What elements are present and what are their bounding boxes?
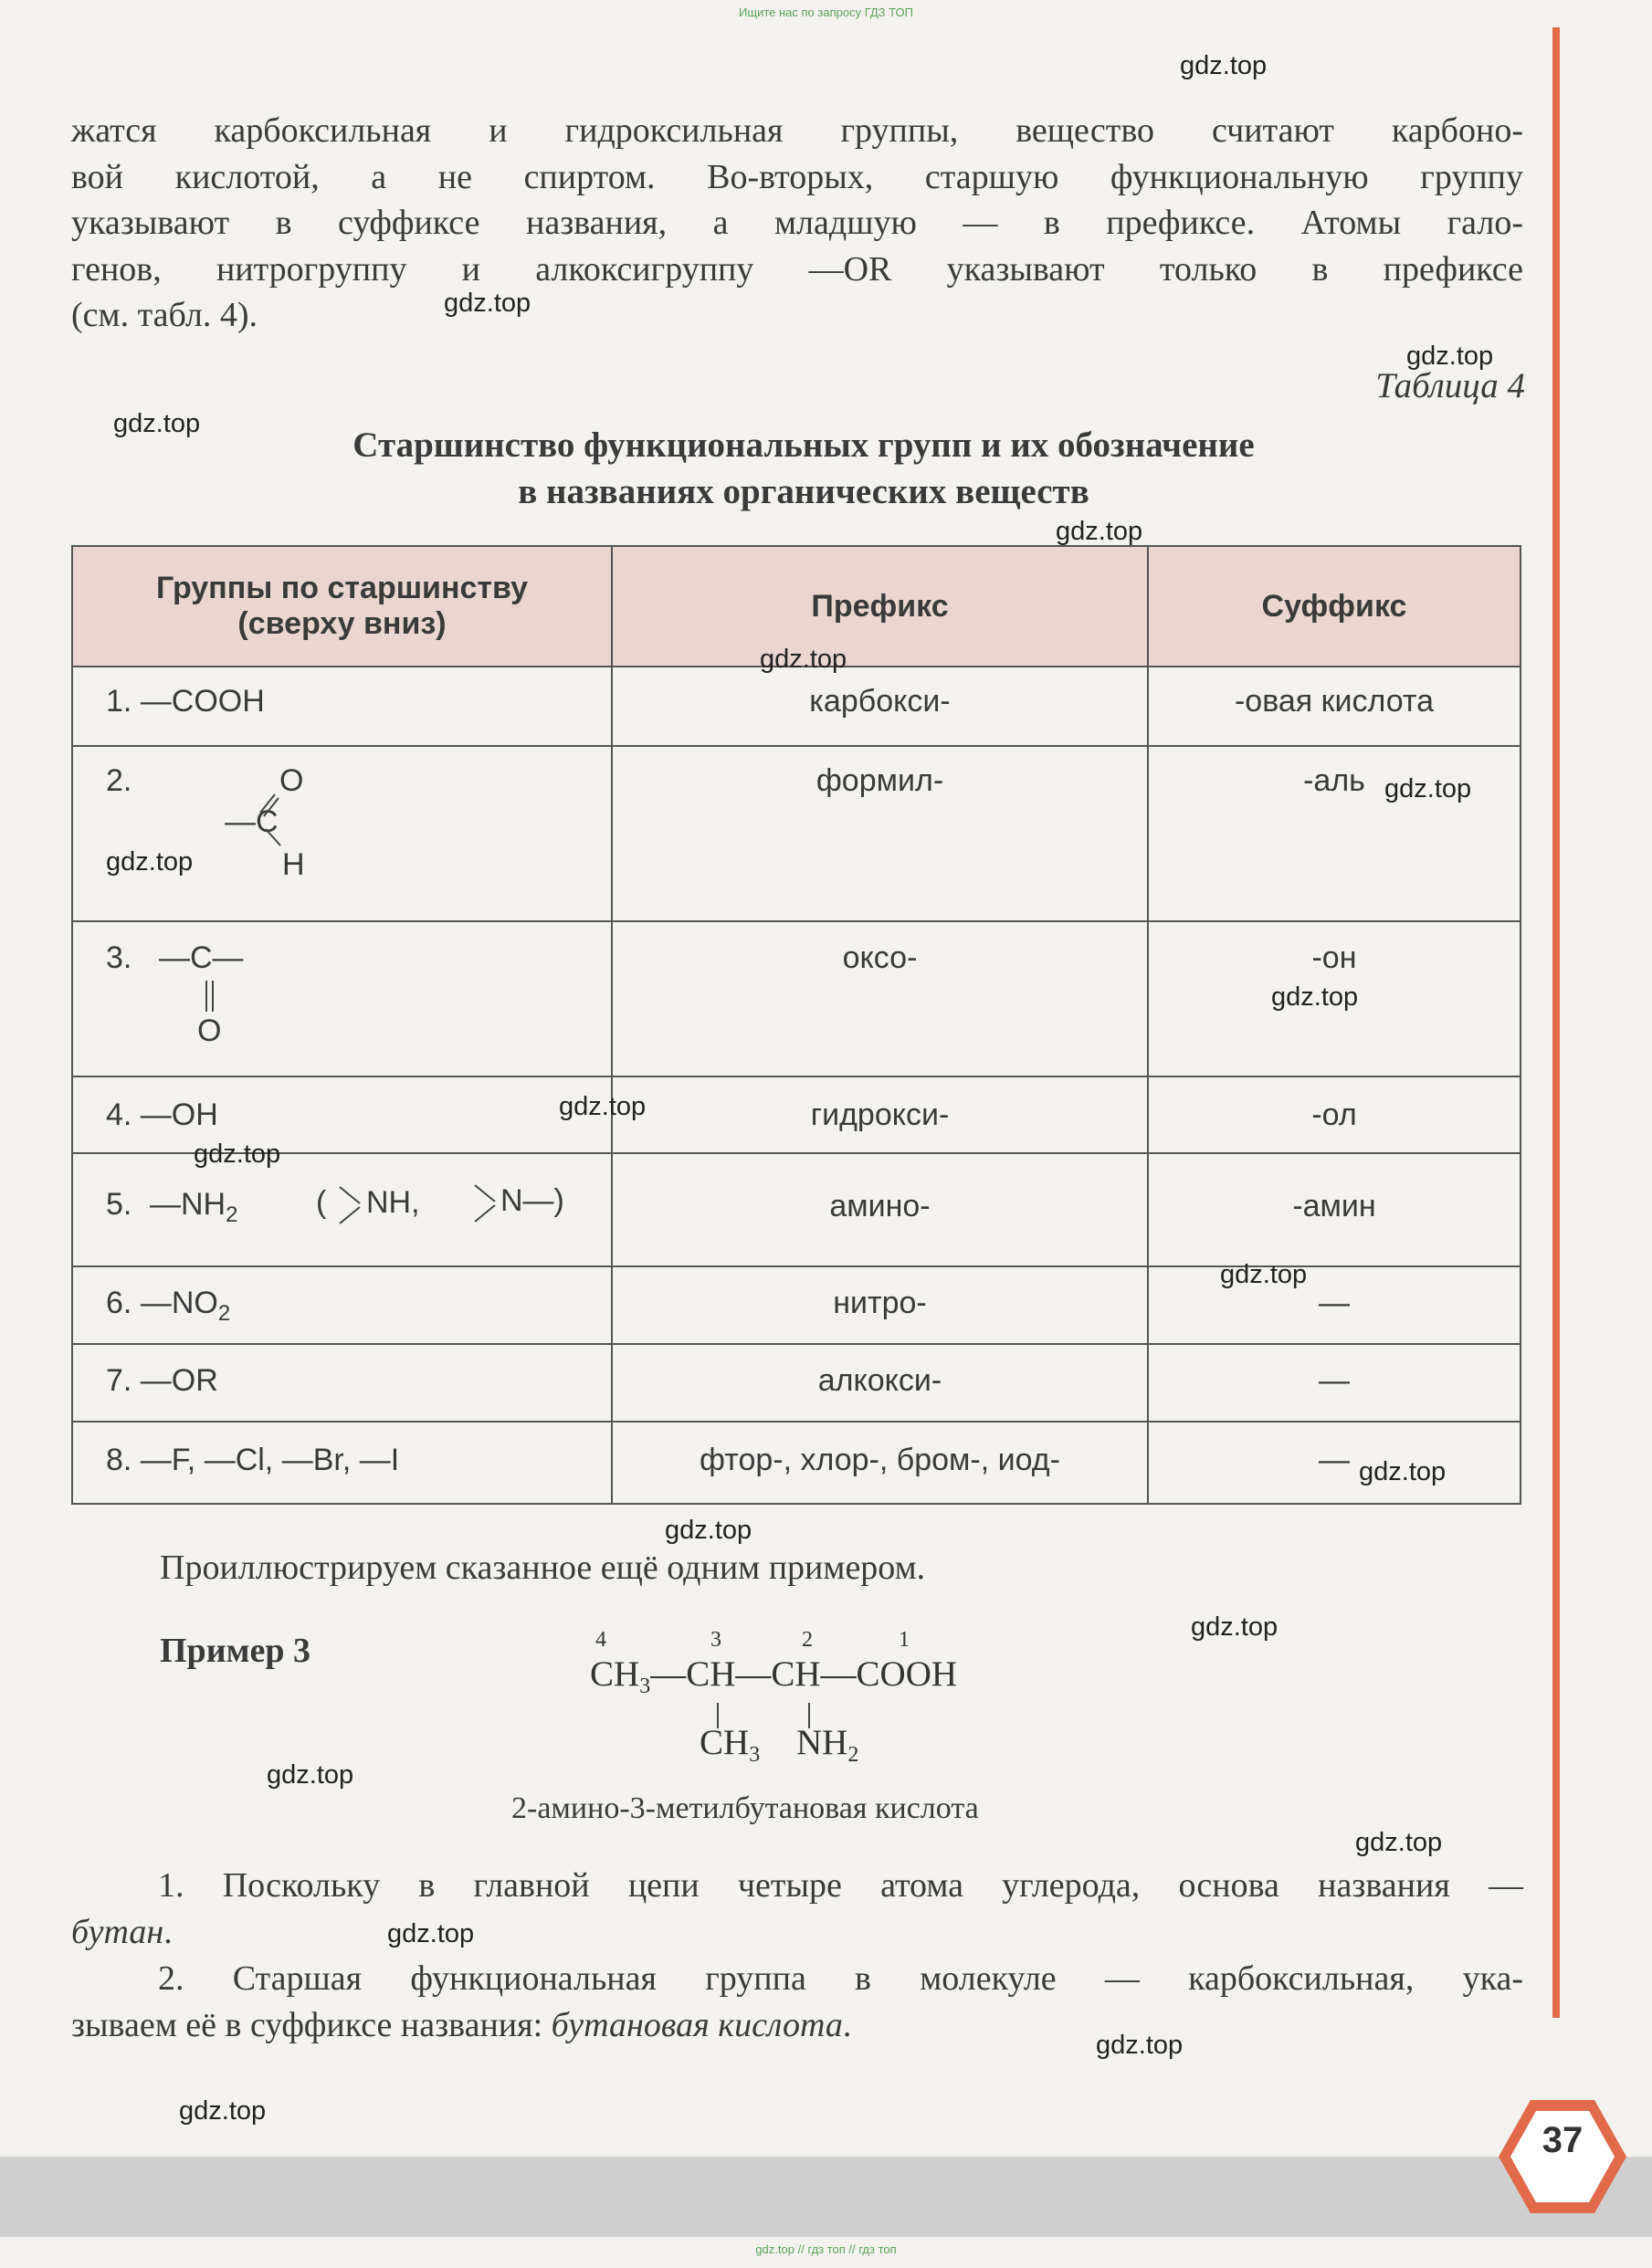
watermark: gdz.top [113, 409, 201, 438]
group-text: 7. —OR [106, 1363, 218, 1398]
page-bottom-band [0, 2157, 1652, 2237]
main-chain [590, 1654, 957, 1699]
group-text: 8. —F, —Cl, —Br, —I [106, 1443, 400, 1477]
suffix-cell [1148, 1076, 1520, 1153]
paragraph-step-1 [71, 1863, 1523, 1955]
watermark: gdz.top [179, 2096, 267, 2126]
group-number: 5. [106, 1187, 132, 1222]
watermark: gdz.top [760, 645, 847, 674]
carbon-number: 4 [595, 1628, 606, 1652]
amine-main [150, 1187, 237, 1228]
chain-rest: —CH—CH—COOH [650, 1654, 958, 1694]
prefix-cell [612, 746, 1148, 921]
header-groups-line1: Группы по старшинству [155, 571, 529, 605]
group-text: 1. —COOH [106, 684, 265, 719]
watermark: gdz.top [194, 1139, 281, 1169]
bottom-site-note: gdz.top // гдз топ // гдз топ [755, 2242, 897, 2256]
paragraph-intro [71, 108, 1523, 339]
suffix-cell [1148, 1266, 1520, 1344]
branch-methyl [700, 1722, 760, 1768]
watermark: gdz.top [1271, 982, 1359, 1012]
text-line: генов, нитрогруппу и алкоксигруппу —OR указывают только в префиксе [71, 249, 1523, 289]
atom-h: H [282, 847, 305, 882]
functional-groups-table [71, 545, 1521, 1505]
text-part: зываем её в суффиксе названия: [71, 2005, 552, 2044]
table-row [72, 1422, 1520, 1504]
watermark: gdz.top [1096, 2031, 1184, 2060]
table-title-line: в названиях органических веществ [518, 472, 1089, 511]
text-line: (см. табл. 4). [71, 296, 258, 334]
group-cell [72, 1422, 612, 1504]
subscript: 2 [217, 1301, 231, 1326]
page-number: 37 [1542, 2120, 1584, 2160]
nitro-main: —NO [140, 1286, 218, 1320]
group-cell [72, 746, 612, 921]
text-line: 1. Поскольку в главной цепи четыре атома углерода, основа названия — [158, 1866, 1523, 1905]
prefix-text: формил- [815, 763, 944, 798]
group-cell [72, 921, 612, 1076]
watermark: gdz.top [1220, 1260, 1308, 1289]
suffix-cell [1148, 1153, 1520, 1266]
group-text: 4. —OH [106, 1097, 218, 1132]
example-title: Пример 3 [160, 1632, 310, 1670]
group-cell [72, 1076, 612, 1153]
prefix-cell [612, 667, 1148, 746]
open-paren: ( [316, 1185, 327, 1220]
prefix-text: амино- [829, 1189, 931, 1223]
watermark: gdz.top [1406, 341, 1494, 371]
prefix-cell [612, 1153, 1148, 1266]
table-row [72, 746, 1520, 921]
table-title [146, 422, 1461, 515]
branch-ch: CH [700, 1723, 750, 1762]
table-row [72, 1344, 1520, 1422]
amine-secondary: NH, [366, 1185, 420, 1220]
ketone-structure [106, 922, 611, 1076]
subscript: 3 [639, 1675, 651, 1698]
subscript: 3 [749, 1743, 761, 1767]
double-bond [201, 979, 219, 1015]
watermark: gdz.top [1180, 51, 1268, 80]
watermark: gdz.top [444, 289, 531, 318]
watermark: gdz.top [1191, 1612, 1278, 1642]
carbon-number: 3 [710, 1628, 721, 1652]
amine-structure [106, 1154, 611, 1265]
watermark: gdz.top [1359, 1457, 1447, 1486]
prefix-text: фтор-, хлор-, бром-, иод- [700, 1443, 1060, 1477]
prefix-cell [612, 1344, 1148, 1422]
prefix-cell [612, 921, 1148, 1076]
italic-term: бутан [71, 1912, 164, 1951]
prefix-text: оксо- [842, 940, 918, 975]
paragraph-step-2 [71, 1956, 1523, 2048]
prefix-cell [612, 1076, 1148, 1153]
prefix-text: гидрокси- [810, 1097, 950, 1132]
group-number: 6. [106, 1286, 132, 1320]
group-number: 2. [106, 763, 132, 798]
table-title-line: Старшинство функциональных групп и их обозначение [352, 425, 1255, 465]
text-line: вой кислотой, а не спиртом. Во-вторых, старшую функциональную группу [71, 157, 1523, 196]
group-cell [72, 667, 612, 746]
group-number: 3. [106, 940, 132, 975]
suffix-text: -амин [1292, 1189, 1376, 1223]
suffix-text: -он [1311, 940, 1357, 975]
example-intro: Проиллюстрируем сказанное ещё одним примером. [160, 1549, 926, 1587]
structural-formula [584, 1628, 1041, 1774]
table-label: Таблица 4 [1375, 366, 1525, 405]
suffix-cell [1148, 1422, 1520, 1504]
header-suffix: Суффикс [1148, 546, 1520, 667]
suffix-text: -аль [1303, 763, 1365, 798]
carbon-number: 1 [899, 1628, 910, 1652]
prefix-text: алкокси- [817, 1363, 942, 1398]
prefix-text: карбокси- [809, 684, 951, 719]
prefix-cell [612, 1422, 1148, 1504]
subscript: 2 [847, 1743, 859, 1767]
amine-main-text: —NH [150, 1187, 226, 1222]
chain-ch: CH [590, 1654, 640, 1694]
atom-c: —C [225, 804, 279, 839]
carbon-number: 2 [802, 1628, 813, 1652]
watermark: gdz.top [665, 1516, 752, 1545]
header-groups-line2: (сверху вниз) [237, 606, 447, 641]
suffix-text: — [1319, 1363, 1350, 1398]
prefix-text: нитро- [833, 1286, 927, 1320]
amine-tertiary: N—) [500, 1183, 564, 1218]
suffix-text: — [1319, 1286, 1350, 1320]
watermark: gdz.top [1056, 517, 1143, 546]
punct: . [163, 1912, 173, 1951]
text-line: жатся карбоксильная и гидроксильная группы, вещество считают карбоно- [71, 111, 1523, 150]
group-cell [72, 1266, 612, 1344]
atom-o: O [279, 763, 304, 798]
branch-nh: NH [796, 1723, 848, 1762]
amine-bonds-1 [334, 1181, 371, 1236]
group-cell [72, 1153, 612, 1266]
italic-term: бутановая кислота [551, 2005, 843, 2044]
text-line: указывают в суффиксе названия, а младшую — в префиксе. Атомы гало- [71, 204, 1523, 242]
text-line [71, 1909, 1523, 1956]
aldehyde-structure [106, 747, 611, 920]
table-row [72, 1076, 1520, 1153]
watermark: gdz.top [1355, 1828, 1443, 1857]
suffix-text: -овая кислота [1234, 684, 1435, 719]
table-row [72, 667, 1520, 746]
branch-amino [796, 1722, 858, 1768]
suffix-text: -ол [1311, 1097, 1357, 1132]
suffix-cell [1148, 1344, 1520, 1422]
header-prefix: Префикс [612, 546, 1148, 667]
formula-caption: 2-амино-3-метилбутановая кислота [511, 1791, 979, 1825]
suffix-text: — [1319, 1443, 1350, 1477]
bond-lines [257, 783, 293, 856]
punct: . [842, 2005, 852, 2044]
watermark: gdz.top [1384, 774, 1472, 803]
atom-o: O [197, 1013, 222, 1048]
text-line [71, 2002, 1523, 2049]
suffix-cell [1148, 746, 1520, 921]
table-row [72, 1153, 1520, 1266]
watermark: gdz.top [559, 1092, 647, 1121]
group-cell [72, 1344, 612, 1422]
atom-c: —C— [159, 940, 244, 975]
text-line: 2. Старшая функциональная группа в молекуле — карбоксильная, ука- [158, 1959, 1523, 1998]
suffix-cell [1148, 667, 1520, 746]
top-search-note: Ищите нас по запросу ГДЗ ТОП [739, 5, 913, 19]
prefix-cell [612, 1266, 1148, 1344]
watermark: gdz.top [267, 1760, 354, 1790]
watermark: gdz.top [387, 1919, 475, 1948]
page-edge-bar [1552, 27, 1560, 2018]
header-groups [72, 546, 612, 667]
watermark: gdz.top [106, 847, 194, 877]
subscript: 2 [226, 1202, 238, 1227]
